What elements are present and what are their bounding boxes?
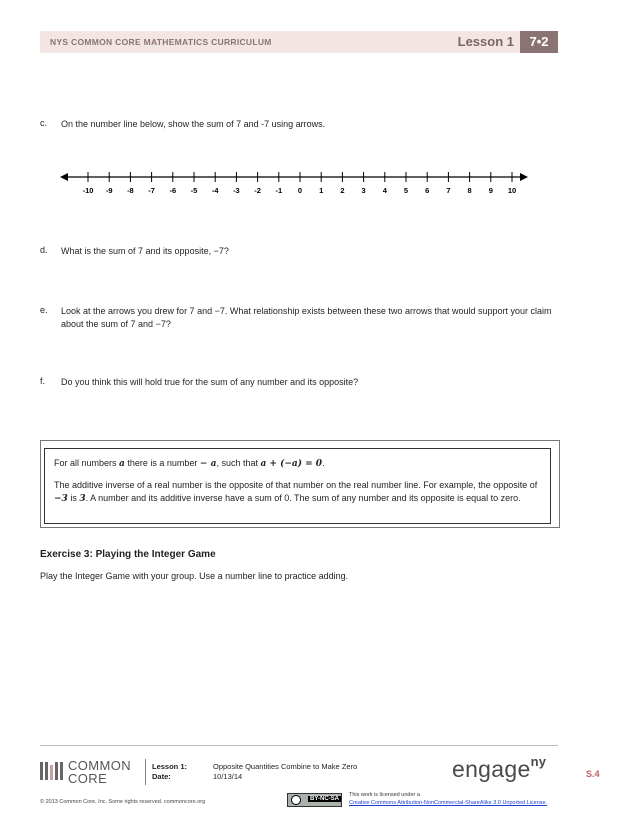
footer-lesson-label: Lesson 1: [152, 762, 188, 771]
number-line-label: -3 [233, 186, 240, 195]
lesson-label: Lesson 1 [457, 34, 514, 49]
definition-line-1: For all numbers a there is a number − a, such that a + (−a) = 0. [54, 458, 325, 469]
number-line-label: -8 [127, 186, 134, 195]
question-letter: f. [40, 376, 46, 386]
number-line-label: -4 [211, 186, 219, 195]
number-line-label: 2 [340, 186, 345, 195]
number-line-label: -1 [275, 186, 283, 195]
question-text: On the number line below, show the sum of 7 and -7 using arrows. [61, 119, 326, 129]
number-line-label: -10 [82, 186, 94, 195]
number-line-label: 4 [382, 186, 387, 195]
number-line-label: 1 [319, 186, 324, 195]
question-text: Do you think this will hold true for the sum of any number and its opposite? [61, 377, 359, 387]
question-text: Look at the arrows you drew for 7 and −7. What relationship exists between these two arrows that would support your claim about the sum of 7 and −7? [61, 306, 552, 329]
common-core-logo-icon [40, 762, 66, 780]
exercise-text: Play the Integer Game with your group. Use a number line to practice adding. [40, 571, 349, 581]
question-text: What is the sum of 7 and its opposite, −7? [61, 246, 229, 256]
number-line-label: -7 [148, 186, 155, 195]
engageny-logo: engage$^{ny}$ [452, 754, 547, 782]
question-letter: e. [40, 305, 48, 315]
number-line-label: -5 [190, 186, 198, 195]
number-line-label: 3 [361, 186, 366, 195]
page-number: S.4 [586, 769, 600, 779]
footer-lesson-title: Opposite Quantities Combine to Make Zero [213, 762, 358, 771]
number-line-label: 8 [467, 186, 472, 195]
number-line-label: 0 [297, 186, 303, 195]
right-arrow-icon [520, 173, 528, 181]
footer-date-value: 10/13/14 [213, 772, 243, 781]
exercise-title: Exercise 3: Playing the Integer Game [40, 549, 216, 560]
number-line-label: -2 [254, 186, 261, 195]
grade-module-badge: 7•2 [520, 31, 558, 53]
left-arrow-icon [60, 173, 68, 181]
copyright-notice: © 2013 Common Core, Inc. Some rights reserved. commoncore.org [40, 799, 206, 805]
definition-line-2: The additive inverse of a real number is the opposite of that number on the real number line. For example, the opposite of −3 is 3. A number and its additive inverse have a sum of 0. The sum of any number and its opposite is equal to zero. [54, 480, 538, 504]
number-line-label: -6 [169, 186, 177, 195]
footer-separator [145, 759, 146, 785]
number-line-label: 9 [488, 186, 493, 195]
creative-commons-badge: BY-NC-SA [287, 793, 342, 807]
number-line-label: 6 [425, 186, 430, 195]
number-line-label: 5 [403, 186, 409, 195]
common-core-logo-text: COMMON CORE [68, 758, 132, 786]
license-link[interactable]: Creative Commons Attribution-NonCommercial-ShareAlike 3.0 Unported License. [349, 800, 548, 806]
number-line-label: 10 [507, 186, 517, 195]
number-line-label: 7 [446, 186, 451, 195]
license-text: This work is licensed under a [349, 792, 420, 798]
cc-icon [291, 795, 301, 805]
question-letter: c. [40, 118, 48, 128]
footer-date-label: Date: [152, 772, 171, 781]
footer-divider [40, 745, 558, 746]
page-header [40, 31, 558, 53]
question-letter: d. [40, 245, 48, 255]
number-line-label: -9 [105, 186, 113, 195]
curriculum-title: NYS COMMON CORE MATHEMATICS CURRICULUM [50, 37, 272, 47]
number-line[interactable] [58, 168, 530, 198]
